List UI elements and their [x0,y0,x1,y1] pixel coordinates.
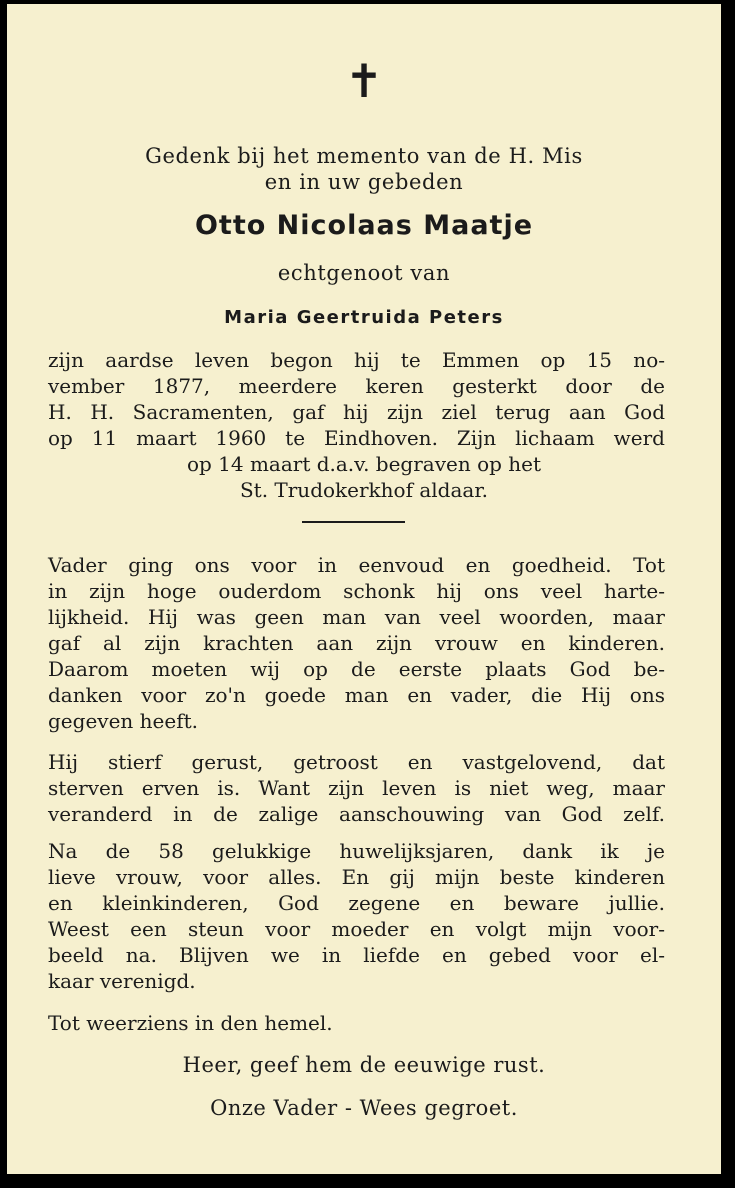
paragraph-line: lieve vrouw, voor alles. En gij mijn beste kinderen [48,865,665,889]
farewell-text: Tot weerziens in den hemel. [48,1011,333,1035]
relation-text: echtgenoot van [277,261,451,285]
bio-line: vember 1877, meerdere keren gesterkt door de [48,374,665,398]
spouse-name: Maria Geertruida Peters [224,307,504,328]
paragraph-line: Daarom moeten wij op de eerste plaats God be- [48,657,665,681]
bio-line: zijn aardse leven begon hij te Emmen op 15 no- [48,348,665,372]
paragraph-line: sterven erven is. Want zijn leven is niet weg, maar [48,776,665,800]
intro-line-2: en in uw gebeden [264,170,464,194]
paragraph-line: danken voor zo'n goede man en vader, die Hij ons [48,683,665,707]
bio-line: op 14 maart d.a.v. begraven op het [186,452,542,476]
bio-line: op 11 maart 1960 te Eindhoven. Zijn lichaam werd [48,426,665,450]
bio-line: H. H. Sacramenten, gaf hij zijn ziel terug aan God [48,400,665,424]
paragraph-line: in zijn hoge ouderdom schonk hij ons veel harte- [48,579,665,603]
paragraph-line: lijkheid. Hij was geen man van veel woorden, maar [48,605,665,629]
paragraph-line: gegeven heeft. [48,709,198,733]
prayer-line-1: Heer, geef hem de eeuwige rust. [182,1053,546,1077]
paragraph-line: kaar verenigd. [48,969,196,993]
bio-line: St. Trudokerkhof aldaar. [239,478,489,502]
paragraph-line: Na de 58 gelukkige huwelijksjaren, dank ik je [48,839,665,863]
divider-line [302,521,405,523]
paragraph-line: en kleinkinderen, God zegene en beware jullie. [48,891,665,915]
paragraph-line: Weest een steun voor moeder en volgt mijn voor- [48,917,665,941]
paragraph-line: gaf al zijn krachten aan zijn vrouw en kinderen. [48,631,665,655]
paragraph-line: veranderd in de zalige aanschouwing van God zelf. [48,802,665,826]
cross-icon: ✝ [344,54,384,108]
prayer-line-2: Onze Vader - Wees gegroet. [210,1096,518,1120]
paragraph-line: Vader ging ons voor in eenvoud en goedheid. Tot [48,553,665,577]
deceased-name: Otto Nicolaas Maatje [194,210,534,241]
memorial-card [7,4,721,1174]
paragraph-line: Hij stierf gerust, getroost en vastgelovend, dat [48,750,665,774]
intro-line-1: Gedenk bij het memento van de H. Mis [145,144,583,168]
paragraph-line: beeld na. Blijven we in liefde en gebed voor el- [48,943,665,967]
